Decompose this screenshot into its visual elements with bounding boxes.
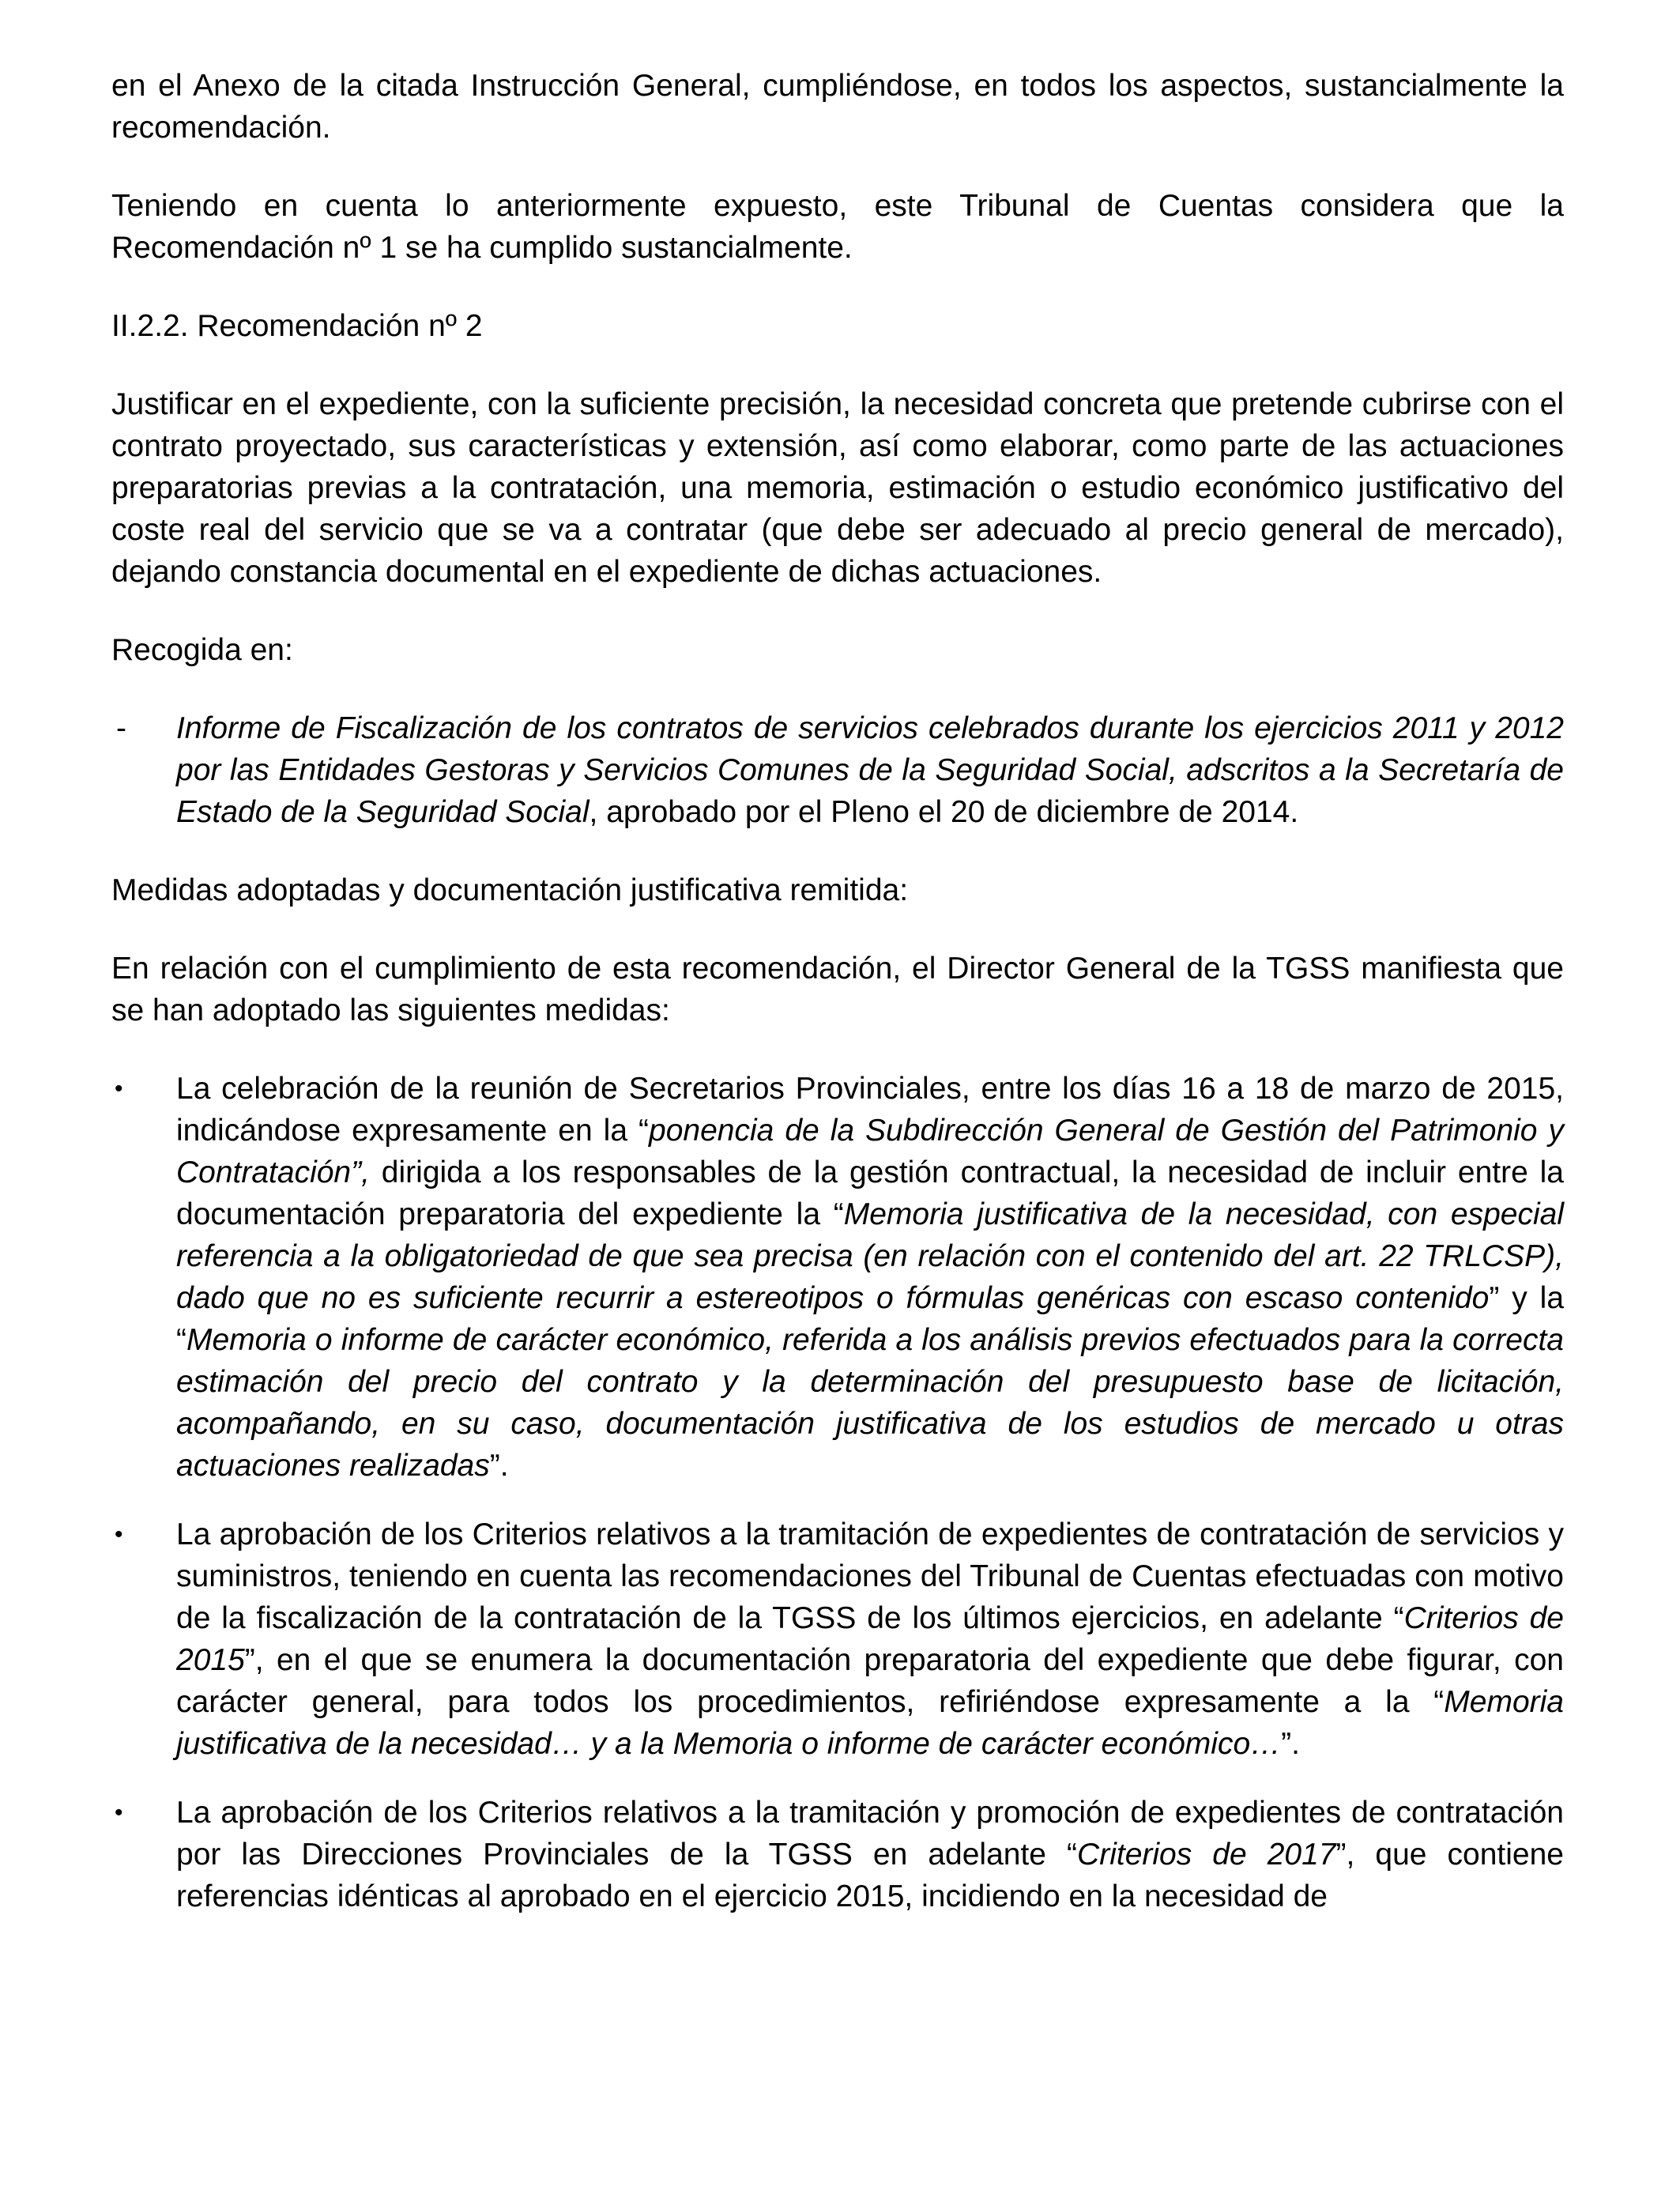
bullet-italic: Memoria justificativa de la necesidad, con especial referencia a la obligatoriedad de que sea precisa (en relación con el contenido del art. 22 TRLCSP), dado que no es suficiente recurrir a estereotipos o fórmulas genéricas con escaso contenido (176, 1197, 1564, 1315)
report-title: Informe de Fiscalización de los contratos de servicios celebrados durante los ejercicios 2011 y 2012 por las Entidades Gestoras y Servicios Comunes de la Seguridad Social, adscritos a la Secretaría de Estado de la Seguridad Social (176, 711, 1564, 829)
bullet-text: ” y la “ (176, 1281, 1565, 1357)
bullet-italic: Memoria o informe de carácter económico, referida a los análisis previos efectuados para la correcta estimación del precio del contrato y la determinación del presupuesto base de licitación, acompañando, en su caso, documentación justificativa de los estudios de mercado u otras actuaciones realizadas (176, 1323, 1564, 1483)
dash-list-item (111, 707, 1564, 833)
bullet-text: La aprobación de los Criterios relativos a la tramitación y promoción de expedientes de contratación por las Direcciones Provinciales de la TGSS en adelante “ (176, 1796, 1564, 1872)
report-approval: , aprobado por el Pleno el 20 de diciembre de 2014. (589, 795, 1299, 829)
bullet-italic: Memoria justificativa de la necesidad… y a la Memoria o informe de carácter económico… (176, 1685, 1564, 1761)
paragraph-relacion: En relación con el cumplimiento de esta recomendación, el Director General de la TGSS manifiesta que se han adoptado las siguientes medidas: (111, 952, 1564, 1027)
bullet-marker: • (115, 1800, 123, 1826)
bullet-marker: • (115, 1076, 123, 1102)
bullet-marker: • (115, 1521, 123, 1547)
bullet-item-criterios-2017 (111, 1792, 1564, 1917)
bullet-italic: Criterios de 2017 (1077, 1838, 1336, 1872)
bullet-item-criterios-2015 (111, 1514, 1564, 1765)
bullet-text: ”. (489, 1449, 509, 1483)
paragraph-anexo: en el Anexo de la citada Instrucción General, cumpliéndose, en todos los aspectos, sustancialmente la recomendación. (111, 69, 1564, 145)
bullet-text: dirigida a los responsables de la gestión contractual, la necesidad de incluir entre la documentación preparatoria del expediente la “ (176, 1155, 1564, 1231)
bullet-text: ”, en el que se enumera la documentación preparatoria del expediente que debe figurar, con carácter general, para todos los procedimientos, refiriéndose expresamente a la “ (176, 1643, 1564, 1719)
bullet-text: ”. (1281, 1727, 1300, 1761)
paragraph-medidas: Medidas adoptadas y documentación justificativa remitida: (111, 873, 909, 907)
bullet-italic: ponencia de la Subdirección General de Gestión del Patrimonio y Contratación”, (176, 1114, 1564, 1189)
bullet-text: La aprobación de los Criterios relativos a la tramitación de expedientes de contratación de servicios y suministros, teniendo en cuenta las recomendaciones del Tribunal de Cuentas efectuadas con motivo de la fiscalización de la contratación de la TGSS de los últimos ejercicios, en adelante “ (176, 1517, 1564, 1635)
bullet-text: ”, que contiene referencias idénticas al aprobado en el ejercicio 2015, incidiendo en la necesidad de (176, 1838, 1564, 1913)
paragraph-recogida: Recogida en: (111, 633, 293, 667)
bullet-italic: Criterios de 2015 (176, 1601, 1564, 1677)
document-page (111, 65, 1564, 1917)
dash-marker: - (116, 711, 126, 745)
bullet-item-reunion (111, 1068, 1564, 1487)
section-heading: II.2.2. Recomendación nº 2 (111, 309, 483, 343)
bullet-text: La celebración de la reunión de Secretarios Provinciales, entre los días 16 a 18 de marzo de 2015, indicándose expresamente en la “ (176, 1072, 1564, 1148)
paragraph-conclusion-rec1: Teniendo en cuenta lo anteriormente expuesto, este Tribunal de Cuentas considera que la Recomendación nº 1 se ha cumplido sustancialmente. (111, 189, 1564, 265)
paragraph-recommendation-text: Justificar en el expediente, con la suficiente precisión, la necesidad concreta que pretende cubrirse con el contrato proyectado, sus características y extensión, así como elaborar, como parte de las actuaciones preparatorias previas a la contratación, una memoria, estimación o estudio económico justificativo del coste real del servicio que se va a contratar (que debe ser adecuado al precio general de mercado), dejando constancia documental en el expediente de dichas actuaciones. (111, 387, 1564, 589)
